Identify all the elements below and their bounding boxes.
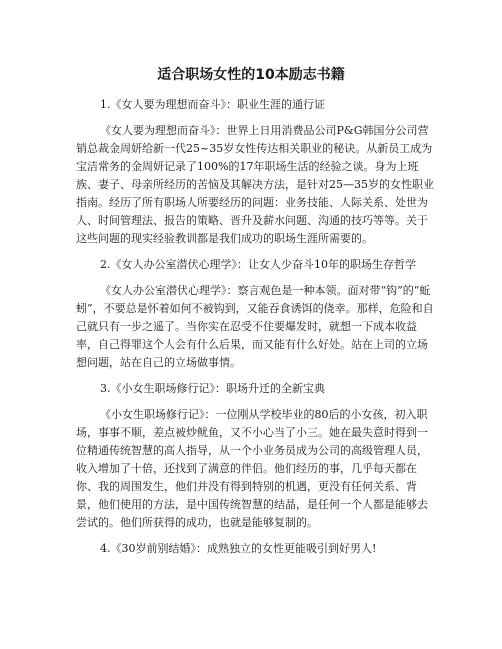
section-heading: 4.《30岁前别结婚》：成熟独立的女性更能吸引到好男人!: [100, 542, 377, 555]
section-paragraph: 《女人要为理想而奋斗》：世界上日用消费品公司P&G韩国分公司营销总裁金周妍给新一代25~35岁女性传达相关职业的秘诀。从新员工成为宝洁常务的金周妍记录了100%的17年职场生活的经验之谈。身为上班族、妻子、母亲所经历的苦恼及其解决方法，是针对25—35岁的女性职业指南。经历了所有职场人所要经历的问题：业务技能、人际关系、处世为人、时间管理法、报告的策略、晋升及薪水问题、沟通的技巧等等。关于这些问题的现实经验教训都是我们成功的职场生涯所需要的。: [76, 124, 434, 245]
section-paragraph: 《女人办公室潜伏心理学》：察言观色是一种本领。面对带“钩”的“蚯蚓”，不要总是怀着如何不被钩到，又能吞食诱饵的侥幸。那样，危险和自己就只有一步之遥了。当你实在忍受不住要爆发时，就想一下成本收益率，自己得罪这个人会有什么后果，而又能有什么好处。站在上司的立场想问题，站在自己的立场做事情。: [76, 284, 434, 369]
document-title: 适合职场女性的10本励志书籍: [157, 67, 345, 83]
section-heading: 3.《小女生职场修行记》：职场升迁的全新宝典: [100, 382, 325, 395]
section-heading: 1.《女人要为理想而奋斗》：职业生涯的通行证: [100, 98, 325, 111]
document-body: [76, 96, 436, 566]
section-heading: 2.《女人办公室潜伏心理学》：让女人少奋斗10年的职场生存哲学: [100, 258, 416, 271]
section-paragraph: 《小女生职场修行记》：一位刚从学校毕业的80后的小女孩，初入职场，事事不顺，差点被炒鱿鱼，又不小心当了小三。她在最失意时得到一位精通传统智慧的高人指导，从一个小业务员成为公司的高级管理人员，收入增加了十倍，还找到了满意的伴侣。他们经历的事，几乎每天都在你、我的周围发生，他们并没有得到特别的机遇，更没有任何关系、背景，他们使用的方法，是中国传统智慧的结晶，是任何一个人都是能够去尝试的。他们所获得的成功，也就是能够复制的。: [76, 408, 428, 529]
